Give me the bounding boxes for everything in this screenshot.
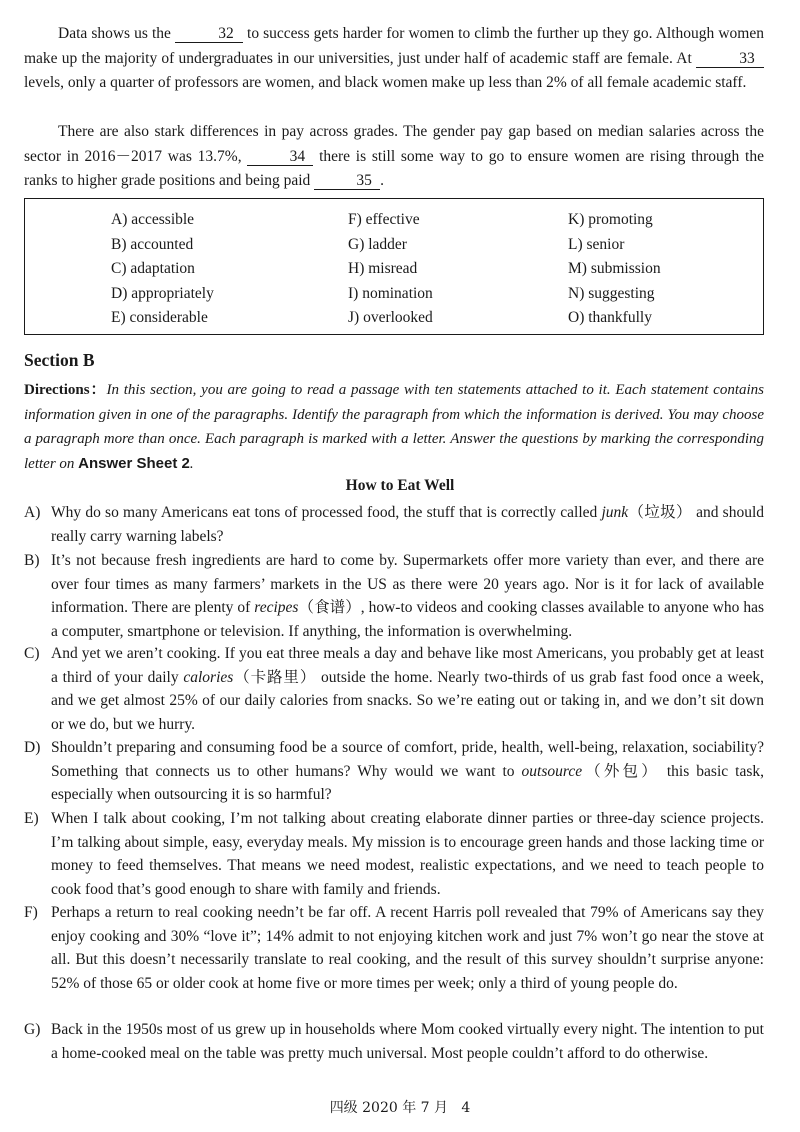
directions-label: Directions： [24,382,107,398]
blank-32: 32 [175,25,243,43]
word-option: K) promoting [568,211,653,228]
paragraph-letter: D) [24,739,41,756]
text-run: （外包） this basic task, especially when outsourcing it is so harmful? [51,762,764,803]
paragraph-text: When I talk about cooking, I’m not talking about creating elaborate dinner parties or three-day science projects. I’m talking about simple, easy, everyday meals. My mission is to encourage green hands and those lacking time or money to feed themselves. That means we need modest, realistic expectations, and we need to teach people to cook food that’s good enough to share with family and friends. [51,810,764,898]
text-run: to success gets harder for women to climb the further up they go. Although women make up the majority of undergraduates in our universities, just under half of academic staff are female. At [24,25,764,67]
text-run: levels, only a quarter of professors are women, and black women make up less than 2% of all female academic staff. [24,74,747,91]
text-run: Data shows us the [58,25,175,42]
text-run: It’s not because fresh ingredients are hard to come by. Supermarkets offer more variety than ever, and there are over four times as many farmers’ markets in the US as there were 20 years ago. Nor is it for lack of available information. There are plenty of [51,552,764,616]
paragraph-text [51,736,764,807]
word-option: B) accounted [111,235,194,253]
paragraph-letter: A) [24,504,41,521]
word-option: G) ladder [348,235,407,253]
text-run: there is still some way to go to ensure women are rising through the ranks to higher grade positions and being paid [24,147,764,189]
cloze-paragraph-1 [24,22,764,96]
word-bank-column-2 [348,208,433,331]
italic-term: outsource [521,762,583,780]
word-bank-column-1 [111,208,214,331]
cloze-paragraph-2 [24,120,764,194]
directions-body: In this section, you are going to read a passage with ten statements attached to it. Each statement contains information given in one of the paragraphs. Identify the paragraph from which the information is derived. You may choose a paragraph more than once. Each paragraph is marked with a letter. Answer the questions by marking the corresponding letter on [24,382,765,472]
word-bank-column-3 [568,208,661,331]
text-run: Shouldn’t preparing and consuming food be a source of comfort, pride, health, well-being, relaxation, sociability? Something that connects us to other humans? Why would we want to [51,739,764,780]
blank-34: 34 [247,148,313,166]
page-number: 4 [461,1100,471,1116]
word-option: C) adaptation [111,260,195,277]
word-option: D) appropriately [111,284,214,302]
word-option: H) misread [348,260,418,277]
word-option: J) overlooked [348,309,433,326]
paragraph-text [51,549,764,643]
page-footer [0,1097,800,1117]
paragraph-text [51,642,764,736]
blank-35: 35 [314,172,380,190]
word-option: F) effective [348,211,420,228]
word-option: L) senior [568,235,625,253]
paragraph-letter: F) [24,904,38,921]
paragraph-text [51,501,764,548]
paragraph-letter: G) [24,1021,41,1038]
word-option: N) suggesting [568,284,655,302]
word-option: M) submission [568,260,661,277]
italic-term: calories [183,668,234,686]
blank-33: 33 [696,50,764,68]
paragraph-letter: C) [24,645,40,662]
text-run: And yet we aren’t cooking. If you eat three meals a day and behave like most Americans, you probably get at least a third of your daily [51,645,764,686]
italic-term: junk [601,504,629,521]
exam-label: 四级 2020 年 7 月 [329,1100,449,1116]
passage-title: How to Eat Well [345,477,455,494]
answer-sheet-label: Answer Sheet 2 [78,454,190,472]
text-run: （食谱）, how-to videos and cooking classes available to anyone who has a computer, smartphone or television. If anything, the information is overwhelming. [51,599,764,640]
paragraph-text: Back in the 1950s most of us grew up in households where Mom cooked virtually every night. The intention to put a home-cooked meal on the table was pretty much universal. Most people couldn’t afford to do otherwise. [51,1021,764,1062]
word-option: A) accessible [111,211,195,228]
section-b-title: Section B [24,350,95,370]
paragraph-text: Perhaps a return to real cooking needn’t be far off. A recent Harris poll revealed that 79% of Americans say they enjoy cooking and 30% “love it”; 14% admit to not enjoying kitchen work and just 7% won’t go near the stove at all. But this doesn’t necessarily translate to real cooking, and the result of this survey shouldn’t surprise anyone: 52% of those 65 or older cook at home five or more times per week; only a third of young people do. [51,904,764,992]
word-bank-box [24,198,764,335]
text-run: （卡路里） outside the home. Nearly two-thirds of us grab fast food once a week, and we get almost 25% of our daily calories from snacks. So we’re eating out or taking in, and we don’t sit down or we do, but we hurry. [51,668,764,733]
text-run: Why do so many Americans eat tons of processed food, the stuff that is correctly called [51,504,602,521]
text-run: There are also stark differences in pay across grades. The gender pay gap based on median salaries across the sector in 2016－2017 was 13.7%, [24,123,764,165]
word-option: E) considerable [111,309,208,326]
text-run: （垃圾） and should really carry warning labels? [51,504,765,545]
directions-end: . [189,455,194,472]
paragraph-letter: B) [24,552,40,569]
word-option: I) nomination [348,284,433,302]
directions-text [24,378,764,476]
word-option: O) thankfully [568,309,652,326]
paragraph-letter: E) [24,810,39,827]
italic-term: recipes [254,599,299,616]
text-run: . [380,172,385,189]
